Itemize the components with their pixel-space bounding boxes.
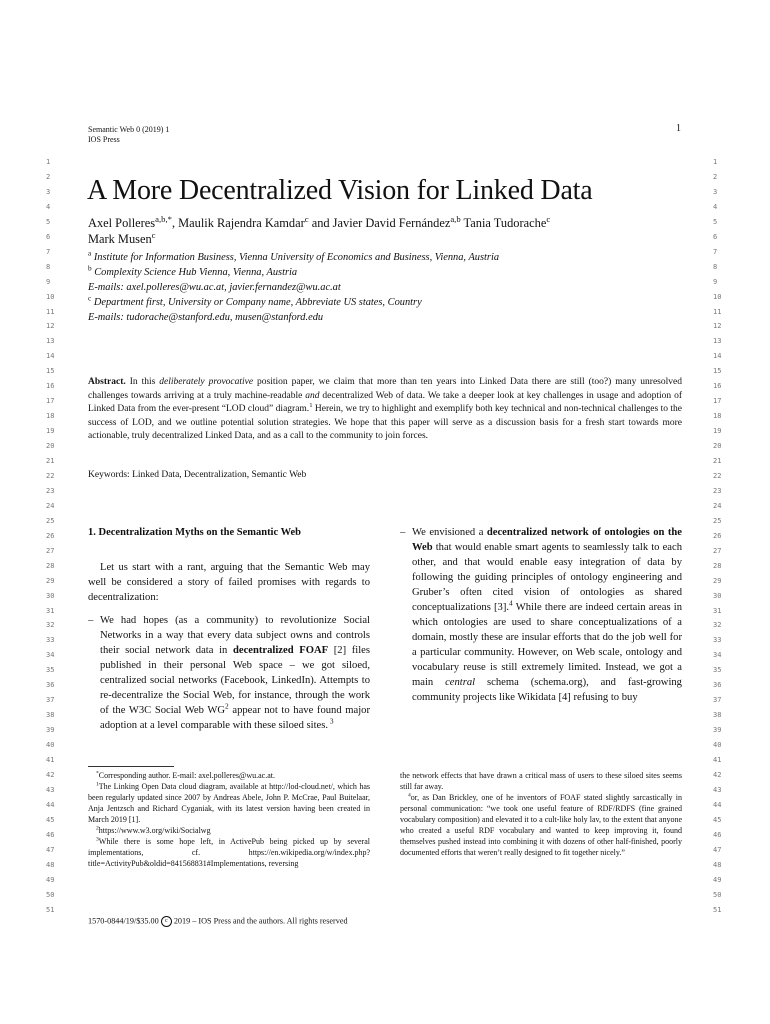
line-number: 6 [46,233,51,241]
line-number: 6 [713,233,718,241]
line-number: 11 [46,308,55,316]
line-number: 23 [46,487,55,495]
line-number: 20 [713,442,722,450]
line-number: 28 [46,562,55,570]
right-column [400,525,682,705]
abstract-label: Abstract. [88,377,126,387]
line-number: 18 [46,412,55,420]
line-number: 47 [46,846,55,854]
footnotes-right [400,770,682,858]
line-number: 44 [713,801,722,809]
line-number: 18 [713,412,722,420]
line-number: 24 [713,502,722,510]
line-number: 39 [713,726,722,734]
line-number: 40 [713,741,722,749]
line-number: 3 [46,188,51,196]
author-name: Mark Musen [88,232,152,246]
line-number: 3 [713,188,718,196]
author-affiliation-mark: a,b,* [155,213,172,224]
author-list [88,215,688,247]
line-number: 41 [713,756,722,764]
line-number: 23 [713,487,722,495]
line-number: 33 [46,636,55,644]
line-number: 35 [713,666,722,674]
line-number: 49 [713,876,722,884]
line-number: 10 [713,293,722,301]
line-number: 28 [713,562,722,570]
line-number: 51 [713,906,722,914]
footnote: $^2$https://www.w3.org/wiki/Socialwg [96,825,211,835]
affiliation-email: E-mails: axel.polleres@wu.ac.at, javier.fernandez@wu.ac.at [88,282,341,293]
issn: 1570-0844/19/$35.00 [88,916,159,926]
line-number: 19 [713,427,722,435]
affiliation-line: $^b$ Complexity Science Hub Vienna, Vienna, Austria [88,264,298,278]
line-number: 47 [713,846,722,854]
line-number: 34 [713,651,722,659]
copyright-icon: c [161,916,172,927]
line-number: 38 [46,711,55,719]
line-number: 36 [713,681,722,689]
line-number: 48 [46,861,55,869]
line-number: 9 [713,278,718,286]
list-item: – We envisioned a decentralized network of ontologies on the Web that would enable smart agents to seamlessly talk to each other, and that would enable easy integration of data by following the guiding principles of ontology engineering and Gruber’s often cited vision of ontologies as shared conceptualizations [3].$^4$ While there are indeed certain areas in which ontologies are used to share conceptualizations of a domain, mostly these are insular efforts that do the job well for a particular community. However, on Web scale, ontology and vocabulary reuse is still extremely limited. Instead, we got a main central schema (schema.org), and fast-growing community projects like Wikidata [4] refusing to buy [400,527,683,703]
line-number: 44 [46,801,55,809]
line-number: 36 [46,681,55,689]
line-number: 9 [46,278,51,286]
line-number: 12 [713,322,722,330]
author-affiliation-mark: c [546,213,551,224]
author-name: and Javier David Fernández [308,216,451,230]
author-affiliation-mark: c [304,213,309,224]
line-number: 31 [713,607,722,615]
line-number: 22 [713,472,722,480]
line-number: 46 [713,831,722,839]
line-number: 11 [713,308,722,316]
line-number: 5 [46,218,51,226]
author-name: Tania Tudorache [460,216,547,230]
left-column [88,526,370,733]
footnote-ref: 1 [309,401,313,409]
line-number: 17 [46,397,55,405]
line-number: 32 [46,621,55,629]
footnote-rule [88,766,174,767]
copyright-footer [88,916,348,927]
line-number: 43 [46,786,55,794]
line-number: 4 [46,203,51,211]
line-number: 16 [46,382,55,390]
line-number: 12 [46,322,55,330]
affiliation-email: E-mails: tudorache@stanford.edu, musen@stanford.edu [88,312,324,323]
line-number: 26 [713,532,722,540]
line-number: 50 [46,891,55,899]
line-number: 21 [46,457,55,465]
line-number: 30 [713,592,722,600]
line-number: 50 [713,891,722,899]
line-number: 31 [46,607,55,615]
line-number: 8 [713,263,718,271]
line-number: 20 [46,442,55,450]
line-number: 45 [713,816,722,824]
line-number: 48 [713,861,722,869]
publisher-name: IOS Press [88,135,120,144]
line-number: 24 [46,502,55,510]
author-affiliation-mark: c [151,229,156,240]
affiliation-line: $^a$ Institute for Information Business, Vienna University of Economics and Business, Vienna, Austria [88,249,500,263]
footnote-continuation: the network effects that have drawn a critical mass of users to these siloed sites seems still far away. [400,771,682,791]
line-number: 1 [713,158,718,166]
line-number: 4 [713,203,718,211]
footnote-ref: 2 [225,701,229,711]
line-number: 8 [46,263,51,271]
line-number: 26 [46,532,55,540]
line-number: 45 [46,816,55,824]
footnote-ref: 3 [328,716,334,726]
affiliations [88,250,698,325]
author-name: Axel Polleres [88,216,156,230]
affiliation-line: $^c$ Department first, University or Company name, Abbreviate US states, Country [88,294,422,308]
line-number: 25 [46,517,55,525]
copyright-text: 2019 – IOS Press and the authors. All rights reserved [173,916,348,926]
line-number: 17 [713,397,722,405]
page-number: 1 [676,123,681,134]
paper-title: A More Decentralized Vision for Linked Data [87,175,593,206]
line-number: 29 [46,577,55,585]
line-number: 1 [46,158,51,166]
line-number: 46 [46,831,55,839]
footnote: $^3$While there is some hope left, in ActivePub being picked up by several implementations, cf. https://en.wikipedia.org/w/index.php?title=ActivityPub&oldid=841568831#Implementations, reversing [88,836,370,868]
line-number: 43 [713,786,722,794]
line-number: 13 [713,337,722,345]
line-number: 30 [46,592,55,600]
list-item: – We had hopes (as a community) to revolutionize Social Networks in a way that every data subject owns and controls their social network data in decentralized FOAF [2] files published in their personal Web space – we got siloed, centralized social networks (Facebook, LinkedIn). Attempts to re-decentralize the Social Web, for instance, through the work of the W3C Social Web $WG^2$ appear not to have found major adoption at a level comparable with these siloed sites. $^3$ [88,615,370,731]
line-number: 39 [46,726,55,734]
line-number: 7 [46,248,51,256]
line-number: 15 [713,367,722,375]
line-number: 51 [46,906,55,914]
line-number: 10 [46,293,55,301]
line-number: 7 [713,248,718,256]
line-number: 13 [46,337,55,345]
line-number: 29 [713,577,722,585]
line-number: 2 [713,173,718,181]
footnote: *Corresponding author. E-mail: axel.polleres@wu.ac.at. [96,770,276,780]
line-number: 42 [46,771,55,779]
line-number: 49 [46,876,55,884]
line-number: 38 [713,711,722,719]
author-affiliation-mark: a,b [450,213,461,224]
keywords: Keywords: Linked Data, Decentralization, Semantic Web [88,470,307,480]
running-header [88,125,169,145]
footnotes-left [88,770,370,869]
line-number: 15 [46,367,55,375]
journal-name: Semantic Web 0 (2019) 1 [88,125,170,134]
line-number: 34 [46,651,55,659]
line-number: 19 [46,427,55,435]
line-number: 42 [713,771,722,779]
line-number: 14 [46,352,55,360]
line-number: 35 [46,666,55,674]
line-number: 40 [46,741,55,749]
line-number: 2 [46,173,51,181]
footnote: $^1$The Linking Open Data cloud diagram, available at http://lod-cloud.net/, which has been regularly updated since 2007 by Andreas Abele, John P. McCrae, Paul Buitelaar, Anja Jentzsch and Richard Cyganiak, with its latest version having been created in March 2019 [1]. [88,781,370,824]
line-number: 41 [46,756,55,764]
line-number: 37 [713,696,722,704]
line-number: 16 [713,382,722,390]
line-number: 22 [46,472,55,480]
line-number: 25 [713,517,722,525]
line-number: 37 [46,696,55,704]
line-number: 27 [46,547,55,555]
section-heading: 1. Decentralization Myths on the Semantic Web [88,527,301,538]
author-name: , Maulik Rajendra Kamdar [171,216,305,230]
line-number: 14 [713,352,722,360]
footnote: $^4$or, as Dan Brickley, one of he inventors of FOAF stated slightly sarcastically in personal communication: “we took one useful feature of RDF/RDFS (fine grained vocabulary composition) and elevated it to a cult-like holy lav, to the extent that anyone who created a useful RDF vocabulary and wanted to keep improving it, found themselves pushed instead into combining it with dozens of other half-finished, poorly documented efforts that weren’t really designed to fit together nicely.” [400,792,682,857]
line-number: 5 [713,218,718,226]
footnote-ref: 4 [509,598,513,608]
line-number: 32 [713,621,722,629]
line-number: 27 [713,547,722,555]
line-number: 33 [713,636,722,644]
intro-paragraph: Let us start with a rant, arguing that the Semantic Web may well be considered a story of failed promises with regards to decentralization: [88,562,370,603]
line-number: 21 [713,457,722,465]
abstract: Abstract. In this deliberately provocative position paper, we claim that more than ten years into Linked Data there are still (too?) many unresolved challenges towards arriving at a truly machine-readable and decentralized Web of data. We take a deeper look at key challenges in usage and adoption of Linked Data from the ever-present “LOD cloud” diagram.$^1$ Herein, we try to highlight and exemplify both key technical and non-technical challenges to the success of LOD, and we outline potential solution strategies. We hope that this paper will serve as a discussion basis for a fresh start towards more actionable, truly decentralized Linked Data, and as a call to the community to join forces. [88,377,682,441]
